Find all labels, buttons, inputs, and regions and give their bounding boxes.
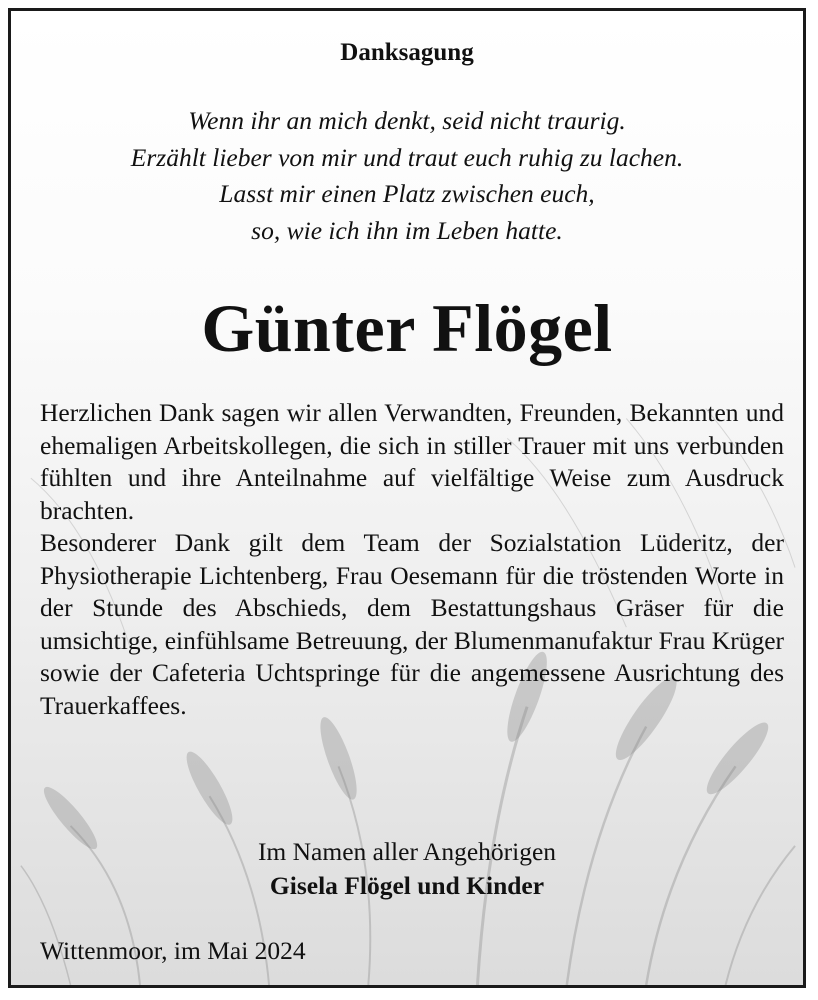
heading: Danksagung <box>340 39 474 66</box>
poem-line: so, wie ich ihn im Leben hatte. <box>251 215 563 245</box>
thanks-text <box>40 397 784 722</box>
deceased-name: Günter Flögel <box>201 290 613 366</box>
notice-content <box>11 11 803 985</box>
thanks-paragraph: Herzlichen Dank sagen wir allen Verwandten, Freunden, Bekannten und ehemaligen Arbeitskollegen, die sich in stiller Trauer mit uns verbunden fühlten und ihre Anteilnahme auf vielfältige Weise zum Ausdruck brachten. <box>40 398 784 525</box>
poem-line: Wenn ihr an mich denkt, seid nicht traurig. <box>188 106 626 135</box>
thanks-paragraph: Besonderer Dank gilt dem Team der Sozialstation Lüderitz, der Physiotherapie Lichtenberg, Frau Oesemann für die tröstenden Worte in der Stunde des Abschieds, dem Bestattungshaus Gräser für die umsichtige, einfühlsame Betreuung, der Blumenmanufaktur Frau Krüger sowie der Cafeteria Uchtspringe für die angemessene Ausrichtung des Trauerkaffees. <box>40 528 784 720</box>
signature-names: Gisela Flögel und Kinder <box>269 871 545 900</box>
memorial-poem <box>11 103 803 249</box>
poem-line: Erzählt lieber von mir und traut euch ruhig zu lachen. <box>130 142 684 172</box>
place-date: Wittenmoor, im Mai 2024 <box>40 936 306 965</box>
obituary-notice <box>8 8 806 988</box>
signature-intro: Im Namen aller Angehörigen <box>257 837 557 866</box>
poem-line: Lasst mir einen Platz zwischen euch, <box>219 179 595 208</box>
